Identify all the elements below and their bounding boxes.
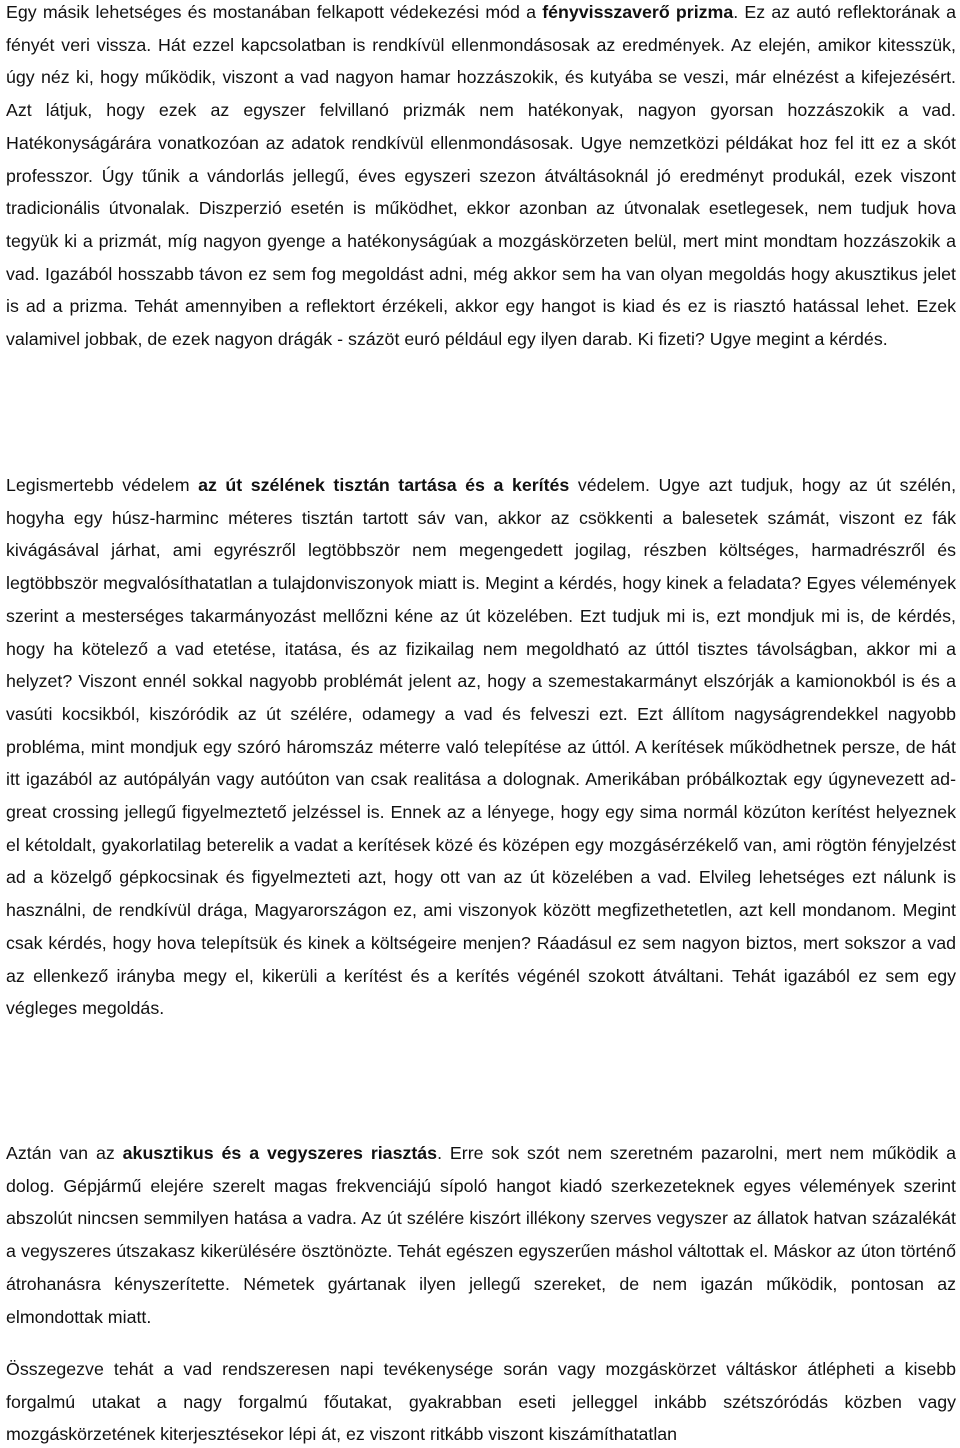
paragraph-text: Legismertebb védelem: [6, 475, 199, 495]
paragraph-text: védelem. Ugye azt tudjuk, hogy az út szélén, hogyha egy húsz-harminc méteres tisztán tartott sáv van, akkor az csökkenti a balesetek számát, viszont ez fák kivágásával járhat, ami egyrészről legtöbbször nem megengedett jogilag, részben költséges, harmadrészről és legtöbbször megvalósíthatatlan a tulajdonviszonyok miatt is. Megint a kérdés, hogy kinek a feladata? Egyes vélemények szerint a mesterséges takarmányozást mellőzni kéne az út közelében. Ezt tudjuk mi is, ezt mondjuk mi is, de kérdés, hogy ha kötelező a vad etetése, itatása, és az fizikailag nem megoldható az úttól tisztes távolságban, akkor mi a helyzet? Viszont ennél sokkal nagyobb problémát jelent az, hogy a szemestakarmányt elszórják a kamionokból is és a vasúti kocsikból, kiszóródik az út szélére, odamegy a vad és felveszi ezt. Ezt állítom nagyságrendekkel nagyobb probléma, mint mondjuk egy szóró háromszáz méterre való telepítése az úttól. A kerítések működhetnek persze, de hát itt igazából az autópályán vagy autóúton van csak realitása a dolognak. Amerikában próbálkoztak egy úgynevezett ad-great crossing jellegű figyelmeztető jelzéssel is. Ennek az a lényege, hogy egy sima normál közúton kerítést helyeznek el kétoldalt, gyakorlatilag beterelik a vadat a kerítések közé és középen egy mozgásérzékelő van, ami rögtön fényjelzést ad a közelgő gépkocsinak és figyelmezteti azt, hogy ott van az út közelében a vad. Elvileg lehetséges ezt nálunk is használni, de rendkívül drága, Magyarországon ez, ami viszonyok között megfizethetetlen, azt kell mondanom. Megint csak kérdés, hogy hova telepítsük és kinek a költségeire menjen? Ráadásul ez sem nagyon biztos, mert sokszor a vad az ellenkező irányba megy el, kikerüli a kerítést és a kerítés végénél szokott átváltani. Tehát igazából ez sem egy végleges megoldás.: [6, 475, 957, 1019]
paragraph-text: Aztán van az: [6, 1143, 123, 1163]
emphasis-reflective-prism: fényvisszaverő prizma: [542, 2, 734, 22]
paragraph-text: Összegezve tehát a vad rendszeresen napi tevékenysége során vagy mozgáskörzet váltáskor átlépheti a kisebb forgalmú utakat a nagy forgalmú főutakat, gyakrabban eseti jelleggel inkább szétszóródás közben vagy mozgáskörzetének kiterjesztésekor lépi át, ez viszont ritkább viszont kiszámíthatatlan: [6, 1359, 956, 1445]
paragraph-prism: [6, 0, 956, 356]
paragraph-text: Egy másik lehetséges és mostanában felkapott védekezési mód a: [6, 2, 543, 22]
paragraph-roadside-fence: [6, 469, 956, 1025]
emphasis-acoustic-chemical: akusztikus és a vegyszeres riasztás: [122, 1143, 438, 1163]
paragraph-summary: [6, 1353, 956, 1448]
paragraph-text: . Erre sok szót nem szeretném pazarolni, mert nem működik a dolog. Gépjármű elejére szerelt magas frekvenciájú sípoló hangot kiadó szerkezeteknek egyes vélemények szerint abszolút nincsen semmilyen hatása a vadra. Az út szélére kiszórt illékony szerves vegyszer az állatok hatvan százalékát a vegyszeres útszakasz kikerülésére ösztönözte. Tehát egészen egyszerűen máshol váltottak el. Máskor az úton történő átrohanásra kényszerítette. Németek gyártanak ilyen jellegű szereket, de nem igazán működik, pontosan az elmondottak miatt.: [6, 1143, 956, 1327]
paragraph-acoustic-chemical: [6, 1137, 956, 1333]
paragraph-text: . Ez az autó reflektorának a fényét veri vissza. Hát ezzel kapcsolatban is rendkívül ellenmondásosak az eredmények. Az elején, amikor kitesszük, úgy néz ki, hogy működik, viszont a vad nagyon hamar hozzászokik, és kutyába se veszi, már elnézést a kifejezésért. Azt látjuk, hogy ezek az egyszer felvillanó prizmák nem hatékonyak, nagyon gyorsan hozzászokik a vad. Hatékonyságárára vonatkozóan az adatok rendkívül ellenmondásosak. Ugye nemzetközi példákat hoz fel itt ez a skót professzor. Úgy tűnik a vándorlás jellegű, éves egyszeri szezon átváltásoknál jó eredményt produkál, ezek viszont tradicionális útvonalak. Diszperzió esetén is működhet, ekkor azonban az útvonalak esetlegesek, nem tudjuk hova tegyük ki a prizmát, míg nagyon gyenge a hatékonyságúak a mozgáskörzeten belül, mert mint mondtam hozzászokik a vad. Igazából hosszabb távon ez sem fog megoldást adni, még akkor sem ha van olyan megoldás hogy akusztikus jelet is ad a prizma. Tehát amennyiben a reflektort érzékeli, akkor egy hangot is kiad és ez is riasztó hatással lehet. Ezek valamivel jobbak, de ezek nagyon drágák - százöt euró például egy ilyen darab. Ki fizeti? Ugye megint a kérdés.: [6, 2, 956, 350]
emphasis-roadside-clearing: az út szélének tisztán tartása és a kerítés: [198, 475, 570, 495]
